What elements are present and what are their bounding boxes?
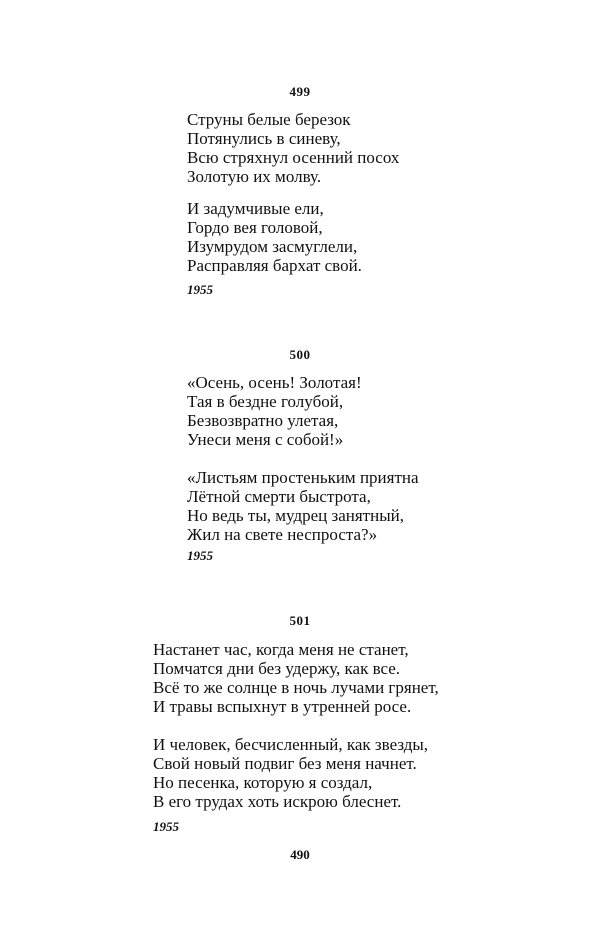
poem-line: «Листьям простеньким приятна	[187, 468, 419, 487]
stanza-501-2	[153, 735, 428, 811]
poem-line: И человек, бесчисленный, как звезды,	[153, 735, 429, 754]
poem-line: Лётной смерти быстрота,	[187, 487, 371, 506]
poem-line: Настанет час, когда меня не станет,	[153, 640, 409, 659]
poem-year-501: 1955	[153, 819, 179, 834]
stanza-501-1	[153, 640, 439, 716]
poem-line: Свой новый подвиг без меня начнет.	[153, 754, 417, 773]
poem-line: И травы вспыхнут в утренней росе.	[153, 697, 412, 716]
poem-number-499: 499	[289, 84, 311, 99]
poem-number-500: 500	[289, 347, 311, 362]
poem-line: Унеси меня с собой!»	[187, 430, 344, 449]
poem-line: Безвозвратно улетая,	[187, 411, 339, 430]
poem-line: Но песенка, которую я создал,	[153, 773, 373, 792]
poem-year-500: 1955	[187, 548, 213, 563]
poem-line: И задумчивые ели,	[187, 199, 324, 218]
poem-line: Расправляя бархат свой.	[187, 256, 362, 275]
poem-line: Тая в бездне голубой,	[187, 392, 344, 411]
poem-line: Но ведь ты, мудрец занятный,	[187, 506, 404, 525]
poem-number-501: 501	[289, 613, 311, 628]
poem-line: «Осень, осень! Золотая!	[187, 373, 362, 392]
page-number: 490	[290, 847, 310, 862]
stanza-499-1	[187, 110, 399, 186]
poem-line: Жил на свете неспроста?»	[187, 525, 378, 544]
poem-line: Потянулись в синеву,	[187, 129, 341, 148]
poem-line: Золотую их молву.	[187, 167, 322, 186]
poem-line: Помчатся дни без удержу, как все.	[153, 659, 401, 678]
stanza-500-2	[187, 468, 419, 544]
poem-line: Струны белые березок	[187, 110, 351, 129]
poem-line: Гордо вея головой,	[187, 218, 323, 237]
stanza-499-2	[187, 199, 362, 275]
poem-line: Всю стряхнул осенний посох	[187, 148, 400, 167]
poem-year-499: 1955	[187, 282, 213, 297]
poem-line: В его трудах хоть искрою блеснет.	[153, 792, 402, 811]
poem-line: Изумрудом засмуглели,	[187, 237, 358, 256]
poem-line: Всё то же солнце в ночь лучами грянет,	[153, 678, 439, 697]
stanza-500-1	[187, 373, 362, 449]
